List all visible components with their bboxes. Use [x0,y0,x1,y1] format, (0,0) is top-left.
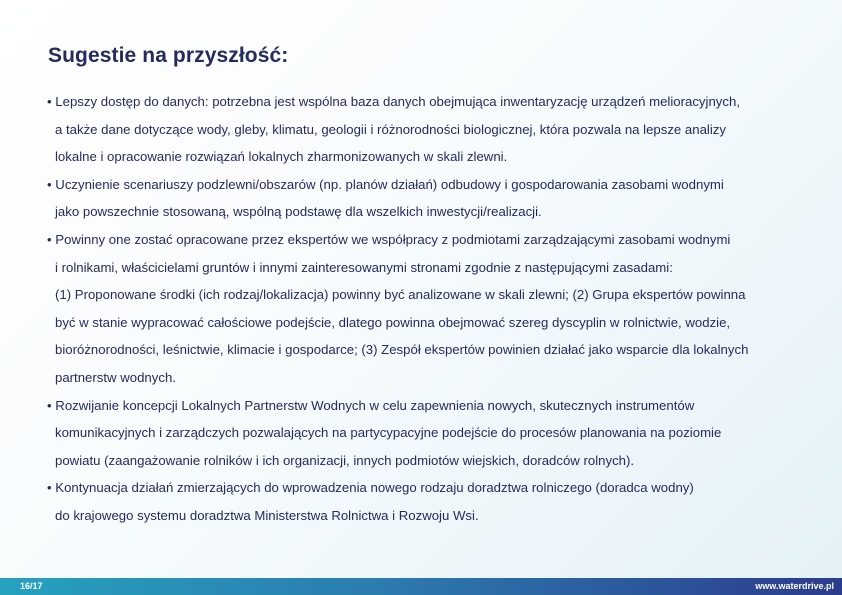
list-item-text: lokalne i opracowanie rozwiązań lokalnych zharmonizowanych w skali zlewni. [55,149,508,165]
bullet-icon: • [47,397,52,413]
list-item-text: powiatu (zaangażowanie rolników i ich organizacji, innych podmiotów wiejskich, doradców rolnych). [55,452,635,468]
list-item [47,392,817,475]
page-title: Sugestie na przyszłość: [48,44,289,67]
list-item [47,474,817,529]
list-item-text: Rozwijanie koncepcji Lokalnych Partnerstw Wodnych w celu zapewnienia nowych, skutecznych instrumentów [55,397,695,413]
list-item-text: bioróżnorodności, leśnictwie, klimacie i gospodarce; (3) Zespół ekspertów powinien działać jako wsparcie dla lokalnych [55,342,749,358]
list-item-text: Lepszy dostęp do danych: potrzebna jest wspólna baza danych obejmująca inwentaryzację urządzeń melioracyjnych, [55,94,740,109]
list-item [47,226,817,392]
list-item-text: Uczynienie scenariuszy podzlewni/obszarów (np. planów działań) odbudowy i gospodarowania zasobami wodnymi [55,176,724,192]
bullet-icon: • [47,176,52,192]
bullet-icon: • [47,94,52,109]
list-item-text: a także dane dotyczące wody, gleby, klimatu, geologii i różnorodności biologicznej, która pozwala na lepsze analizy [55,121,726,137]
bullet-icon: • [47,480,52,496]
website-link[interactable]: www.waterdrive.pl [755,581,834,591]
list-item-text: być w stanie wypracować całościowe podejście, dlatego powinna obejmować szereg dyscyplin w rolnictwie, wodzie, [55,314,731,330]
list-item [47,88,817,171]
list-item [47,171,817,226]
list-item-text: Kontynuacja działań zmierzających do wprowadzenia nowego rodzaju doradztwa rolniczego (doradca wodny) [55,480,694,496]
list-item-text: i rolnikami, właścicielami gruntów i innymi zainteresowanymi stronami zgodnie z następującymi zasadami: [55,259,673,275]
list-item-text: (1) Proponowane środki (ich rodzaj/lokalizacja) powinny być analizowane w skali zlewni; (2) Grupa ekspertów powinna [55,287,746,303]
page-number: 16/17 [20,581,43,591]
list-item-text: jako powszechnie stosowaną, wspólną podstawę dla wszelkich inwestycji/realizacji. [55,204,542,220]
list-item-text: Powinny one zostać opracowane przez ekspertów we współpracy z podmiotami zarządzającymi zasobami wodnymi [55,231,731,247]
bullet-icon: • [47,231,52,247]
footer-bar [0,578,842,595]
list-item-text: komunikacyjnych i zarządczych pozwalających na partycypacyjne podejście do procesów planowania na poziomie [55,425,722,441]
list-item-text: do krajowego systemu doradztwa Ministerstwa Rolnictwa i Rozwoju Wsi. [55,507,479,523]
suggestions-list [47,88,817,530]
list-item-text: partnerstw wodnych. [55,369,176,385]
